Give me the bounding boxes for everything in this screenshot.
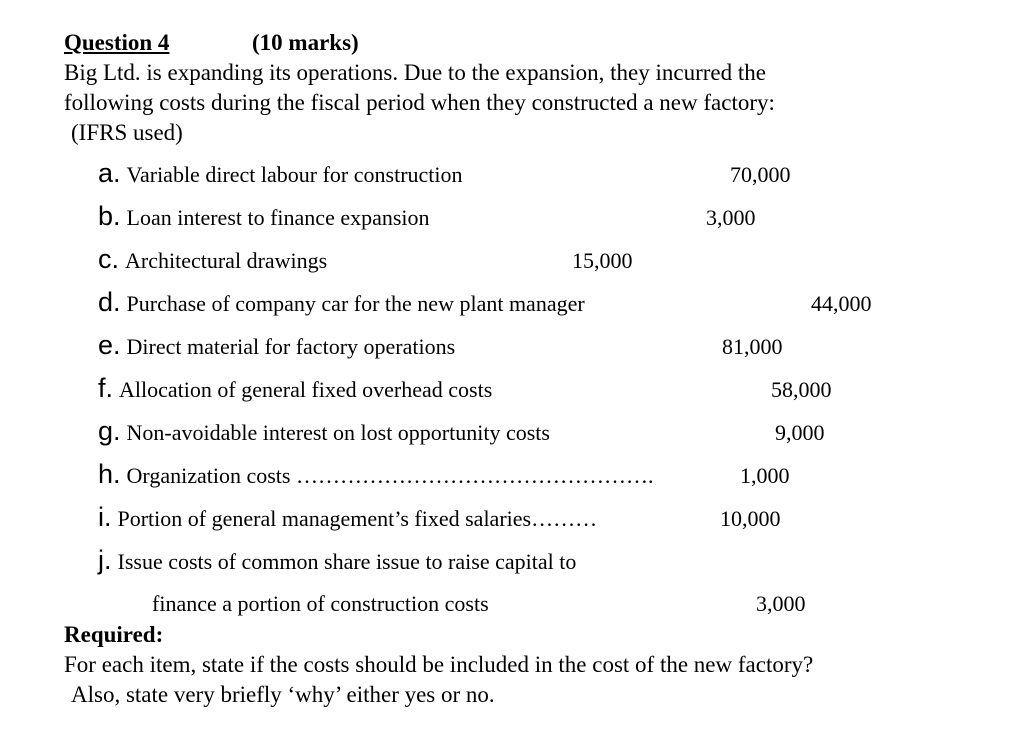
item-amount-d: 44,000 bbox=[811, 291, 872, 316]
item-text: Architectural drawings bbox=[125, 248, 328, 273]
item-amount-h: 1,000 bbox=[740, 463, 790, 488]
list-item-c bbox=[98, 246, 327, 273]
item-letter: g. bbox=[98, 416, 121, 446]
intro-line-3: (IFRS used) bbox=[71, 120, 183, 145]
item-amount-j: 3,000 bbox=[756, 591, 806, 616]
list-item-j bbox=[98, 547, 576, 574]
list-item-b bbox=[98, 203, 430, 230]
item-amount-b: 3,000 bbox=[706, 205, 756, 230]
item-text: Organization costs …………………………………………. bbox=[126, 463, 654, 488]
list-item-e bbox=[98, 332, 455, 359]
item-letter: j. bbox=[98, 545, 112, 575]
list-item-f bbox=[98, 375, 492, 402]
item-amount-g: 9,000 bbox=[775, 420, 825, 445]
item-amount-e: 81,000 bbox=[722, 334, 783, 359]
item-letter: i. bbox=[98, 502, 112, 532]
item-amount-a: 70,000 bbox=[730, 162, 791, 187]
item-amount-i: 10,000 bbox=[720, 506, 781, 531]
list-item-h bbox=[98, 461, 653, 488]
item-letter: h. bbox=[98, 459, 121, 489]
required-line-1: For each item, state if the costs should be included in the cost of the new factory? bbox=[64, 652, 814, 677]
item-letter: f. bbox=[98, 373, 114, 403]
item-letter: d. bbox=[98, 287, 121, 317]
item-text: Issue costs of common share issue to raise capital to bbox=[117, 549, 577, 574]
item-text: Direct material for factory operations bbox=[126, 334, 456, 359]
required-label: Required: bbox=[64, 622, 164, 647]
list-item-d bbox=[98, 289, 585, 316]
intro-line-2: following costs during the fiscal period when they constructed a new factory: bbox=[64, 90, 775, 115]
list-item-a bbox=[98, 160, 463, 187]
item-text: Portion of general management’s fixed salaries……… bbox=[117, 506, 598, 531]
item-text: Non-avoidable interest on lost opportunity costs bbox=[126, 420, 550, 445]
item-letter: b. bbox=[98, 201, 121, 231]
item-text: Variable direct labour for construction bbox=[126, 162, 463, 187]
question-marks: (10 marks) bbox=[252, 30, 359, 55]
required-line-2: Also, state very briefly ‘why’ either yes or no. bbox=[71, 682, 495, 707]
list-item-j-continuation: finance a portion of construction costs bbox=[152, 591, 489, 616]
item-letter: a. bbox=[98, 158, 121, 188]
intro-line-1: Big Ltd. is expanding its operations. Due to the expansion, they incurred the bbox=[64, 60, 766, 85]
question-title: Question 4 bbox=[64, 30, 170, 55]
list-item-g bbox=[98, 418, 550, 445]
item-letter: c. bbox=[98, 244, 120, 274]
item-letter: e. bbox=[98, 330, 121, 360]
item-text: Allocation of general fixed overhead costs bbox=[119, 377, 493, 402]
question-header bbox=[64, 31, 169, 54]
item-amount-c: 15,000 bbox=[572, 248, 633, 273]
item-text: Purchase of company car for the new plant manager bbox=[126, 291, 585, 316]
list-item-i bbox=[98, 504, 597, 531]
question-marks-container bbox=[252, 31, 359, 54]
item-amount-f: 58,000 bbox=[771, 377, 832, 402]
item-text: Loan interest to finance expansion bbox=[126, 205, 430, 230]
